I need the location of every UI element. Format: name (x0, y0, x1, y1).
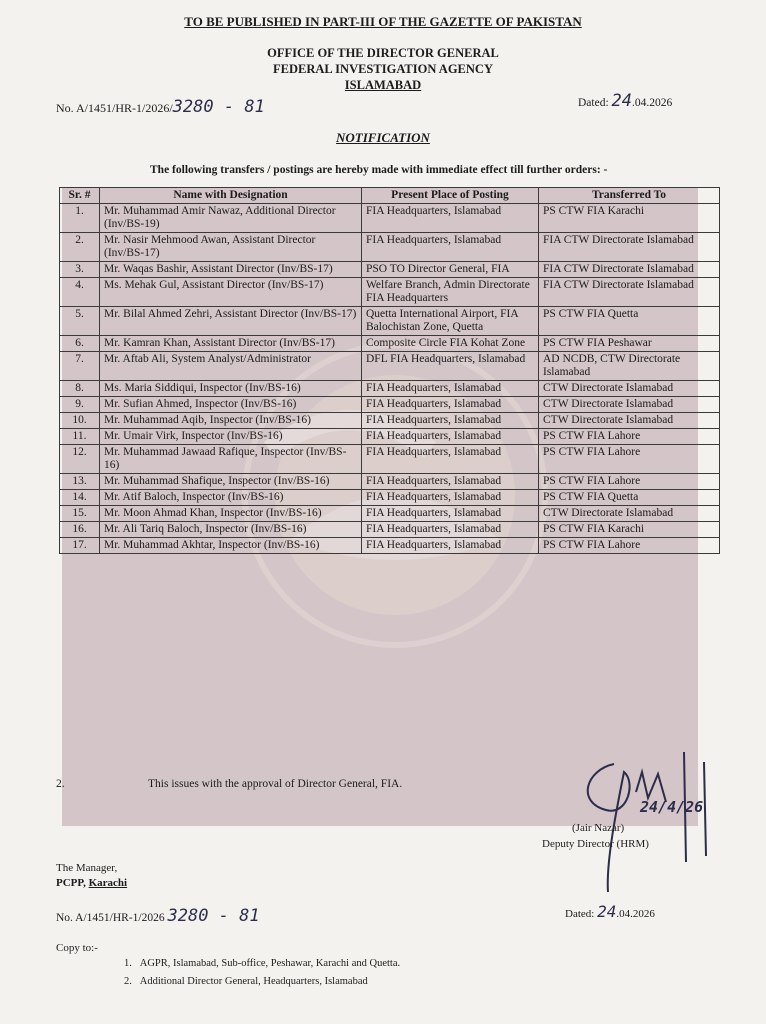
cell-present-posting: Composite Circle FIA Kohat Zone (362, 336, 539, 352)
table-row (60, 538, 720, 554)
copy-to-item-text: Additional Director General, Headquarters, Islamabad (139, 976, 368, 987)
gazette-title: TO BE PUBLISHED IN PART-III OF THE GAZETTE OF PAKISTAN (184, 14, 582, 29)
para2-number: 2. (56, 778, 65, 790)
reference-date-2 (565, 902, 655, 921)
reference-number-handwritten: 3280 - 81 (172, 97, 265, 117)
cell-present-posting: FIA Headquarters, Islamabad (362, 490, 539, 506)
cell-name-designation: Mr. Atif Baloch, Inspector (Inv/BS-16) (100, 490, 362, 506)
signatory-name: (Jair Nazar) (572, 822, 625, 834)
copy-to-item (124, 976, 368, 987)
cell-present-posting: Welfare Branch, Admin Directorate FIA Headquarters (362, 278, 539, 307)
intro-text: The following transfers / postings are hereby made with immediate effect till further orders: - (150, 164, 608, 176)
table-row (60, 381, 720, 397)
cell-transferred-to: FIA CTW Directorate Islamabad (539, 278, 720, 307)
cell-transferred-to: PS CTW FIA Quetta (539, 490, 720, 506)
cell-name-designation: Ms. Mehak Gul, Assistant Director (Inv/BS-17) (100, 278, 362, 307)
office-line-1: OFFICE OF THE DIRECTOR GENERAL (267, 46, 499, 60)
header-present-posting: Present Place of Posting (362, 188, 539, 204)
cell-present-posting: FIA Headquarters, Islamabad (362, 397, 539, 413)
cell-present-posting: FIA Headquarters, Islamabad (362, 445, 539, 474)
date-rest: .04.2026 (632, 97, 673, 109)
cell-sr: 8. (60, 381, 100, 397)
copy-to-item (124, 958, 400, 969)
cell-name-designation: Mr. Sufian Ahmed, Inspector (Inv/BS-16) (100, 397, 362, 413)
table-row (60, 445, 720, 474)
cell-present-posting: FIA Headquarters, Islamabad (362, 381, 539, 397)
cell-name-designation: Mr. Bilal Ahmed Zehri, Assistant Director (Inv/BS-17) (100, 307, 362, 336)
cell-sr: 15. (60, 506, 100, 522)
transfers-table (59, 187, 720, 554)
cell-name-designation: Mr. Muhammad Aqib, Inspector (Inv/BS-16) (100, 413, 362, 429)
table-row (60, 429, 720, 445)
date-label: Dated: (578, 97, 609, 109)
cell-present-posting: FIA Headquarters, Islamabad (362, 522, 539, 538)
reference-number (56, 97, 265, 117)
cell-transferred-to: PS CTW FIA Lahore (539, 538, 720, 554)
cell-sr: 1. (60, 204, 100, 233)
cell-name-designation: Mr. Muhammad Akhtar, Inspector (Inv/BS-16) (100, 538, 362, 554)
table-row (60, 397, 720, 413)
table-row (60, 490, 720, 506)
recipient-line-1: The Manager, (56, 862, 118, 874)
copy-to-item-text: AGPR, Islamabad, Sub-office, Peshawar, Karachi and Quetta. (139, 958, 401, 969)
cell-present-posting: FIA Headquarters, Islamabad (362, 429, 539, 445)
cell-transferred-to: PS CTW FIA Lahore (539, 429, 720, 445)
cell-present-posting: FIA Headquarters, Islamabad (362, 233, 539, 262)
header-transferred-to: Transferred To (539, 188, 720, 204)
table-row (60, 204, 720, 233)
cell-name-designation: Mr. Nasir Mehmood Awan, Assistant Director (Inv/BS-17) (100, 233, 362, 262)
cell-transferred-to: FIA CTW Directorate Islamabad (539, 233, 720, 262)
date2-handwritten: 24 (597, 902, 617, 921)
cell-transferred-to: AD NCDB, CTW Directorate Islamabad (539, 352, 720, 381)
cell-transferred-to: CTW Directorate Islamabad (539, 506, 720, 522)
cell-present-posting: FIA Headquarters, Islamabad (362, 538, 539, 554)
table-row (60, 522, 720, 538)
cell-transferred-to: FIA CTW Directorate Islamabad (539, 262, 720, 278)
reference-date (578, 91, 672, 111)
cell-name-designation: Mr. Ali Tariq Baloch, Inspector (Inv/BS-16) (100, 522, 362, 538)
recipient-prefix: PCPP, (56, 877, 89, 889)
cell-sr: 6. (60, 336, 100, 352)
para2-text: This issues with the approval of Director General, FIA. (148, 778, 403, 790)
recipient-line-2 (56, 877, 127, 889)
cell-transferred-to: PS CTW FIA Lahore (539, 474, 720, 490)
table-row (60, 352, 720, 381)
cell-name-designation: Mr. Muhammad Jawaad Rafique, Inspector (Inv/BS-16) (100, 445, 362, 474)
cell-name-designation: Mr. Muhammad Amir Nawaz, Additional Director (Inv/BS-19) (100, 204, 362, 233)
cell-sr: 11. (60, 429, 100, 445)
reference-number-2-printed: No. A/1451/HR-1/2026 (56, 912, 165, 924)
cell-transferred-to: CTW Directorate Islamabad (539, 397, 720, 413)
cell-sr: 17. (60, 538, 100, 554)
cell-name-designation: Ms. Maria Siddiqui, Inspector (Inv/BS-16) (100, 381, 362, 397)
cell-sr: 12. (60, 445, 100, 474)
cell-sr: 5. (60, 307, 100, 336)
cell-transferred-to: CTW Directorate Islamabad (539, 381, 720, 397)
header-sr: Sr. # (60, 188, 100, 204)
cell-transferred-to: PS CTW FIA Karachi (539, 204, 720, 233)
table-row (60, 262, 720, 278)
cell-sr: 3. (60, 262, 100, 278)
cell-sr: 14. (60, 490, 100, 506)
table-row (60, 307, 720, 336)
cell-name-designation: Mr. Umair Virk, Inspector (Inv/BS-16) (100, 429, 362, 445)
copy-to-item-num: 2. (124, 976, 132, 987)
office-line-2: FEDERAL INVESTIGATION AGENCY (273, 62, 493, 76)
cell-transferred-to: PS CTW FIA Peshawar (539, 336, 720, 352)
table-row (60, 474, 720, 490)
copy-to-item-num: 1. (124, 958, 132, 969)
cell-sr: 2. (60, 233, 100, 262)
table-row (60, 278, 720, 307)
office-line-3: ISLAMABAD (344, 78, 422, 92)
signatory-designation: Deputy Director (HRM) (542, 838, 649, 850)
recipient-city: Karachi (88, 877, 128, 889)
cell-name-designation: Mr. Moon Ahmad Khan, Inspector (Inv/BS-16) (100, 506, 362, 522)
table-row (60, 336, 720, 352)
cell-transferred-to: PS CTW FIA Quetta (539, 307, 720, 336)
cell-sr: 9. (60, 397, 100, 413)
cell-present-posting: FIA Headquarters, Islamabad (362, 204, 539, 233)
date2-label: Dated: (565, 908, 595, 920)
cell-sr: 16. (60, 522, 100, 538)
reference-number-2 (56, 906, 260, 926)
cell-sr: 10. (60, 413, 100, 429)
cell-sr: 4. (60, 278, 100, 307)
cell-transferred-to: CTW Directorate Islamabad (539, 413, 720, 429)
cell-sr: 13. (60, 474, 100, 490)
cell-present-posting: Quetta International Airport, FIA Balochistan Zone, Quetta (362, 307, 539, 336)
date-handwritten: 24 (611, 91, 633, 111)
cell-present-posting: FIA Headquarters, Islamabad (362, 474, 539, 490)
cell-present-posting: PSO TO Director General, FIA (362, 262, 539, 278)
cell-name-designation: Mr. Muhammad Shafique, Inspector (Inv/BS-16) (100, 474, 362, 490)
cell-sr: 7. (60, 352, 100, 381)
table-row (60, 233, 720, 262)
copy-to-label: Copy to:- (56, 942, 98, 954)
header-name: Name with Designation (100, 188, 362, 204)
table-header-row (60, 188, 720, 204)
notification-title: NOTIFICATION (336, 130, 430, 145)
reference-number-2-handwritten: 3280 - 81 (167, 906, 260, 926)
cell-transferred-to: PS CTW FIA Karachi (539, 522, 720, 538)
cell-present-posting: FIA Headquarters, Islamabad (362, 506, 539, 522)
table-row (60, 506, 720, 522)
table-row (60, 413, 720, 429)
date2-rest: .04.2026 (616, 908, 655, 920)
cell-present-posting: DFL FIA Headquarters, Islamabad (362, 352, 539, 381)
cell-name-designation: Mr. Kamran Khan, Assistant Director (Inv/BS-17) (100, 336, 362, 352)
reference-number-printed: No. A/1451/HR-1/2026/ (56, 101, 173, 115)
cell-name-designation: Mr. Waqas Bashir, Assistant Director (Inv/BS-17) (100, 262, 362, 278)
signature-date: 24/4/26 (640, 798, 704, 816)
cell-transferred-to: PS CTW FIA Lahore (539, 445, 720, 474)
cell-present-posting: FIA Headquarters, Islamabad (362, 413, 539, 429)
cell-name-designation: Mr. Aftab Ali, System Analyst/Administrator (100, 352, 362, 381)
